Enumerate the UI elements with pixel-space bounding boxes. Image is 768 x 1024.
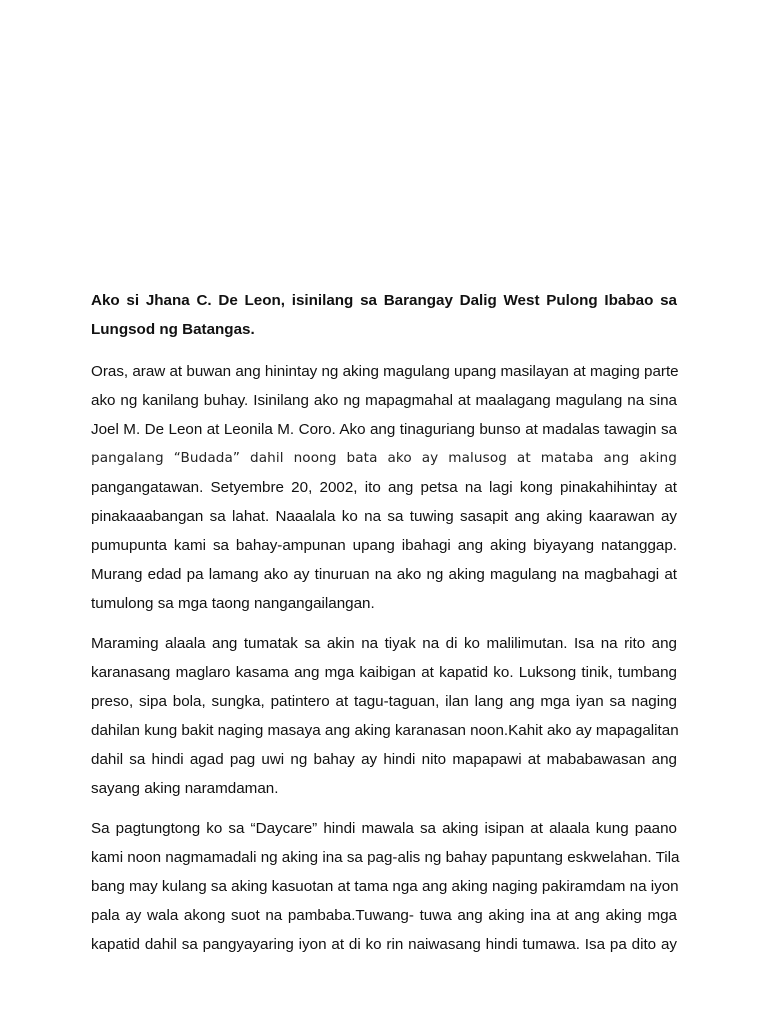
text-line: ako ng kanilang buhay. Isinilang ako ng mapagmahal at maalagang magulang na sina — [91, 392, 677, 409]
text-line: kami noon nagmamadali ng aking ina sa pag-alis ng bahay papuntang eskwelahan. Tila — [91, 849, 680, 866]
body-paragraph-2 — [91, 629, 677, 803]
text-line: dahil sa hindi agad pag uwi ng bahay ay hindi nito mapapawi at mababawasan ang — [91, 751, 677, 768]
text-line: pangangatawan. Setyembre 20, 2002, ito ang petsa na lagi kong pinakahihintay at — [91, 479, 677, 496]
text-line: Lungsod ng Batangas. — [91, 321, 255, 338]
text-line: Joel M. De Leon at Leonila M. Coro. Ako ang tinaguriang bunso at madalas tawagin sa — [91, 421, 677, 438]
text-line: Maraming alaala ang tumatak sa akin na tiyak na di ko malilimutan. Isa na rito ang — [91, 635, 677, 652]
text-line: Oras, araw at buwan ang hinintay ng aking magulang upang masilayan at maging parte — [91, 363, 679, 380]
text-line: pangalang “Budada” dahil noong bata ako ay malusog at mataba ang aking — [91, 450, 677, 466]
text-line: preso, sipa bola, sungka, patintero at tagu-taguan, ilan lang ang mga iyan sa naging — [91, 693, 677, 710]
document-page — [91, 286, 680, 970]
text-line: dahilan kung bakit naging masaya ang aking karanasan noon.Kahit ako ay mapagalitan — [91, 722, 679, 739]
text-line: pala ay wala akong suot na pambaba.Tuwang- tuwa ang aking ina at ang aking mga — [91, 907, 677, 924]
text-line: Murang edad pa lamang ako ay tinuruan na ako ng aking magulang na magbahagi at — [91, 566, 677, 583]
text-line: sayang aking naramdaman. — [91, 780, 279, 797]
body-paragraph-3 — [91, 814, 680, 959]
text-line: karanasang maglaro kasama ang mga kaibigan at kapatid ko. Luksong tinik, tumbang — [91, 664, 677, 681]
text-line: Sa pagtungtong ko sa “Daycare” hindi mawala sa aking isipan at alaala kung paano — [91, 820, 677, 837]
text-line: pumupunta kami sa bahay-ampunan upang ibahagi ang aking biyayang natanggap. — [91, 537, 677, 554]
text-line: kapatid dahil sa pangyayaring iyon at di ko rin naiwasang hindi tumawa. Isa pa dito ay — [91, 936, 677, 953]
text-line: Ako si Jhana C. De Leon, isinilang sa Barangay Dalig West Pulong Ibabao sa — [91, 292, 677, 309]
text-line: tumulong sa mga taong nangangailangan. — [91, 595, 375, 612]
title-paragraph — [91, 286, 677, 344]
text-line: bang may kulang sa aking kasuotan at tama nga ang aking naging pakiramdam na iyon — [91, 878, 679, 895]
text-line: pinakaaabangan sa lahat. Naaalala ko na sa tuwing sasapit ang aking kaarawan ay — [91, 508, 677, 525]
body-paragraph-1 — [91, 357, 677, 618]
